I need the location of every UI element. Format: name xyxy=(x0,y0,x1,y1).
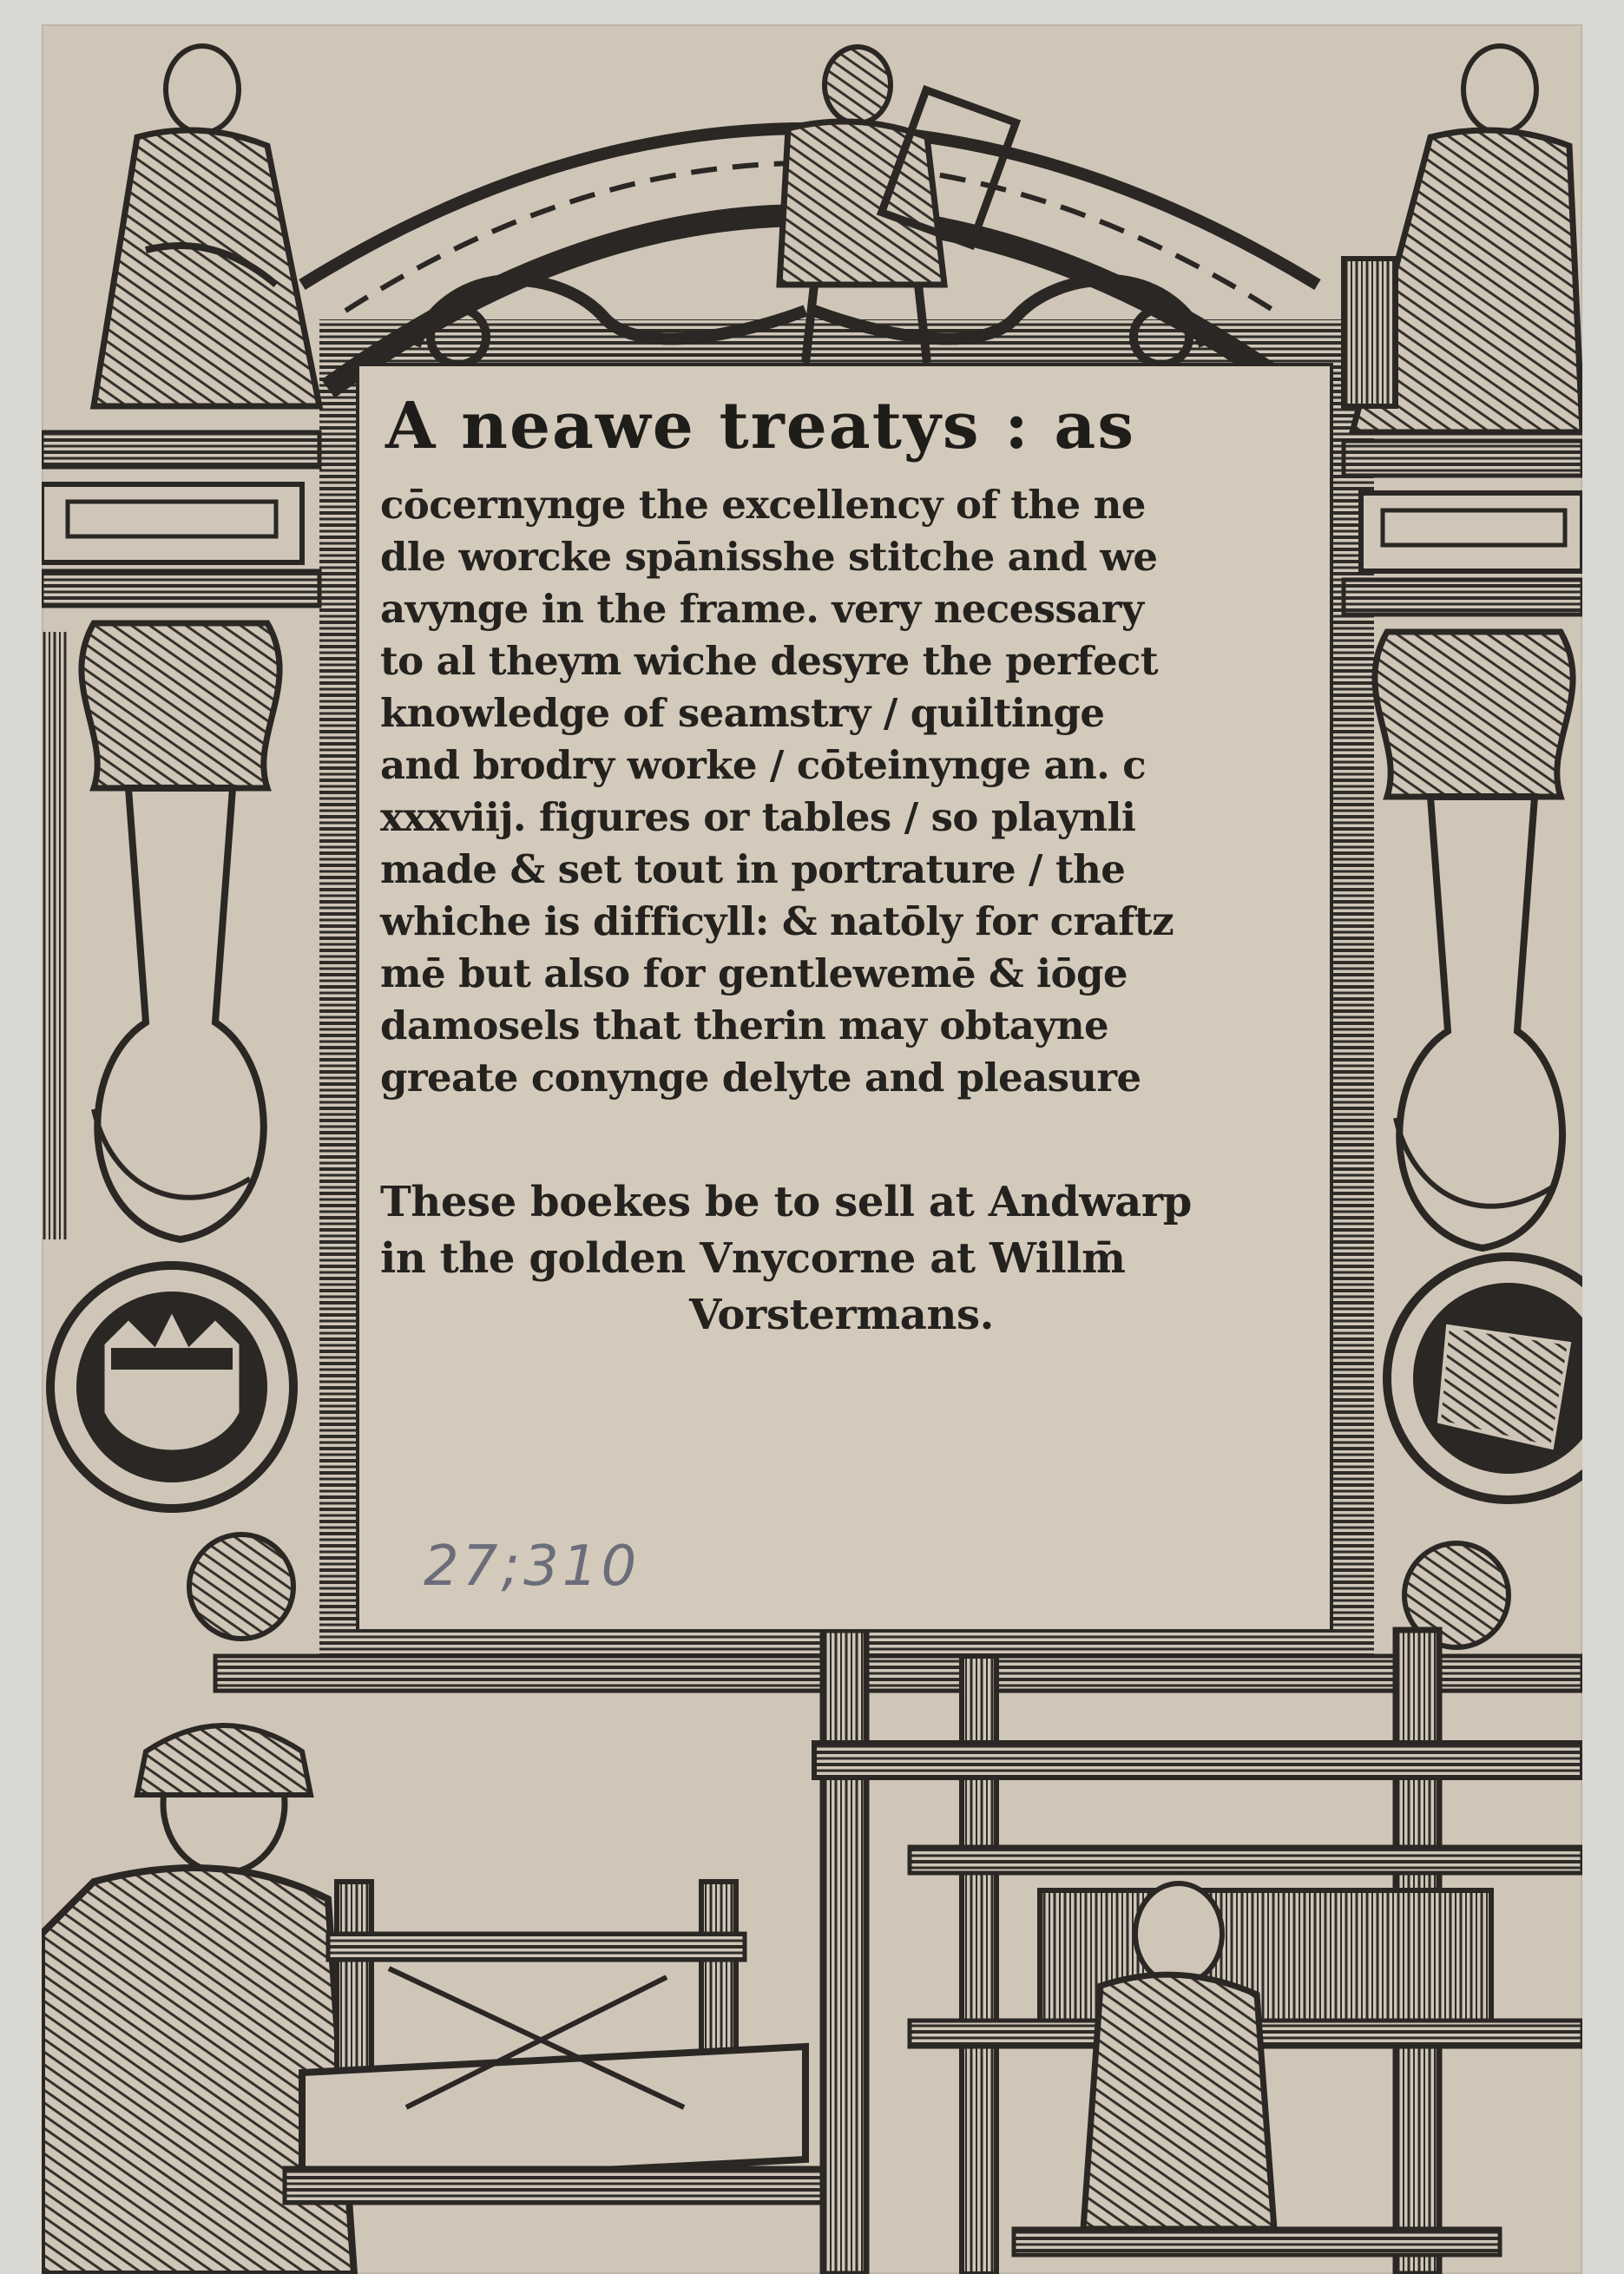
body-line: whiche is difficyll: & natōly for craftz xyxy=(380,898,1174,944)
body-line: dle worcke spānisshe stitche and we xyxy=(380,534,1158,580)
body-line: to al theym wiche desyre the perfect xyxy=(380,638,1158,684)
imprint-line: in the golden Vnycorne at Willm̄ xyxy=(380,1234,1126,1283)
body-line: made & set tout in portrature / the xyxy=(380,846,1126,892)
body-line: greate conynge delyte and pleasure xyxy=(380,1055,1141,1101)
imprint-line: These boekes be to sell at Andwarp xyxy=(380,1178,1192,1226)
handwritten-inscription: 27;310 xyxy=(424,1535,641,1599)
woodcut-title-page xyxy=(42,24,1582,2274)
body-line: damosels that therin may obtayne xyxy=(380,1002,1109,1048)
book-title: A neawe treatys : as xyxy=(385,389,1136,463)
body-line: xxxviij. figures or tables / so playnli xyxy=(380,794,1136,840)
text-panel xyxy=(356,363,1333,1633)
imprint-line: Vorstermans. xyxy=(689,1291,994,1339)
body-line: cōcernynge the excellency of the ne xyxy=(380,482,1146,528)
body-line: and brodry worke / cōteinynge an. c xyxy=(380,742,1147,788)
body-line: mē but also for gentlewemē & iōge xyxy=(380,950,1128,996)
body-line: avynge in the frame. very necessary xyxy=(380,586,1144,632)
body-line: knowledge of seamstry / quiltinge xyxy=(380,690,1105,736)
